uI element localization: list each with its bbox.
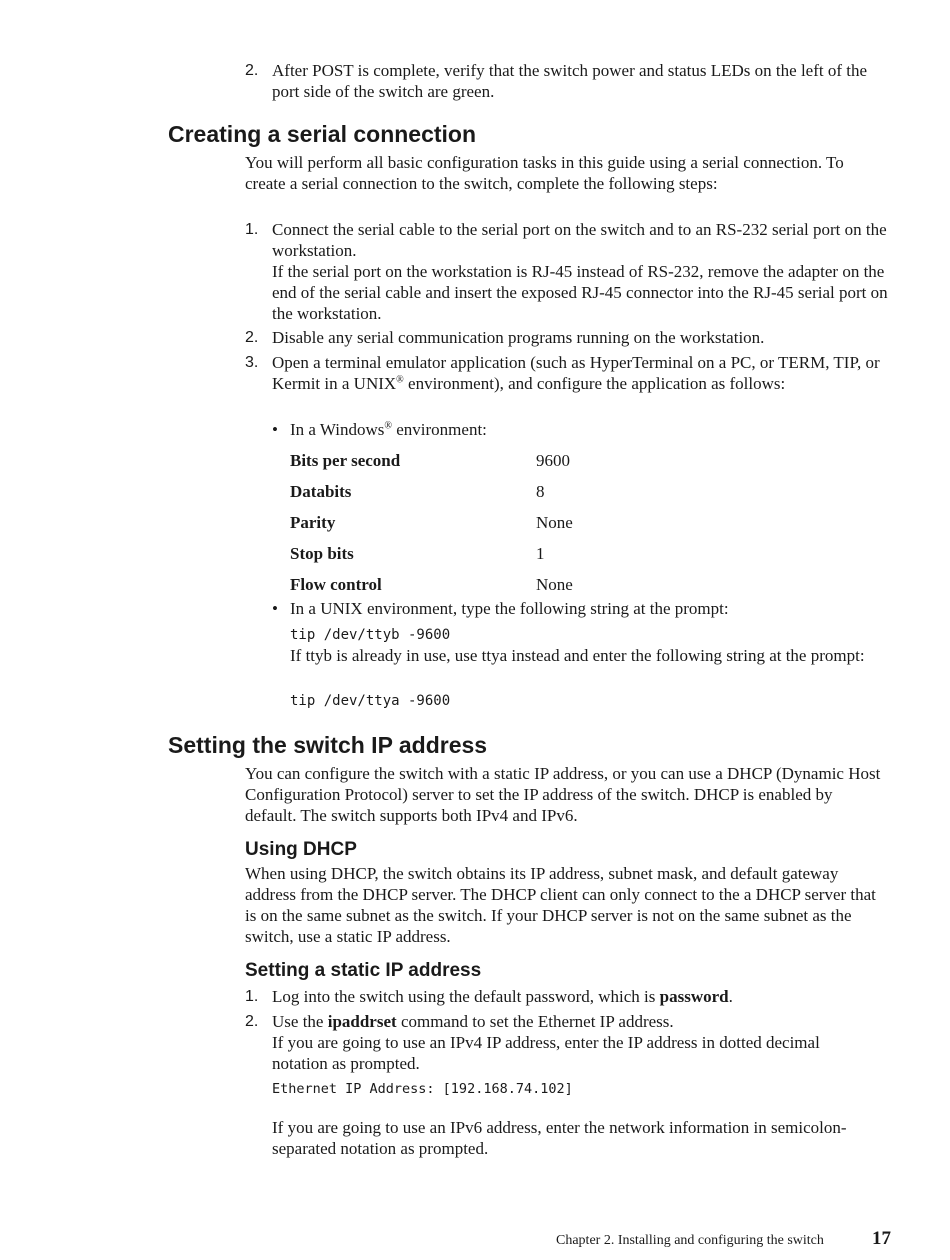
setting-name: Flow control: [290, 575, 382, 594]
subheading-static-ip: Setting a static IP address: [245, 960, 482, 981]
setting-value: 1: [536, 544, 545, 563]
unix-bullet: [272, 598, 892, 619]
section-heading-serial: Creating a serial connection: [168, 121, 477, 147]
table-row: [290, 450, 573, 481]
serial-step-3: [245, 352, 890, 394]
command-ttya: tip /dev/ttya -9600: [290, 693, 451, 709]
default-password: password: [659, 987, 729, 1006]
setting-name: Stop bits: [290, 544, 354, 563]
step-number: 3.: [245, 354, 259, 371]
setting-name: Parity: [290, 513, 336, 532]
page-number: 17: [872, 1228, 891, 1249]
static-step-2: [245, 1011, 890, 1032]
windows-bullet: [272, 419, 892, 440]
table-row: [290, 543, 573, 574]
serial-step-2: [245, 327, 890, 348]
command-name: ipaddrset: [327, 1012, 397, 1031]
subheading-dhcp: Using DHCP: [245, 839, 357, 860]
ipv4-note: If you are going to use an IPv4 IP address, enter the IP address in dotted decimal notation as prompted.: [272, 1033, 820, 1073]
registered-mark: ®: [384, 420, 392, 432]
step-text: Open a terminal emulator application (such as HyperTerminal on a PC, or TERM, TIP, or Kermit in a UNIX® environment), and configure the application as follows:: [272, 353, 880, 393]
command-ttyb: tip /dev/ttyb -9600: [290, 627, 451, 643]
section-heading-ip: Setting the switch IP address: [168, 732, 488, 758]
step-number: 2.: [245, 329, 259, 346]
table-row: [290, 512, 573, 543]
ipv6-note: If you are going to use an IPv6 address, enter the network information in semicolon-separated notation as prompted.: [272, 1118, 847, 1158]
step-text: Connect the serial cable to the serial port on the switch and to an RS-232 serial port on the workstation.: [272, 220, 887, 260]
bullet-dot: •: [272, 599, 278, 618]
step-text: After POST is complete, verify that the switch power and status LEDs on the left of the port side of the switch are green.: [272, 61, 868, 101]
dhcp-text: When using DHCP, the switch obtains its IP address, subnet mask, and default gateway address from the DHCP server. The DHCP client can only connect to the a DHCP server that is on the same subnet as the switch. If your DHCP server is not on the same subnet as the switch, use a static IP address.: [245, 864, 876, 946]
setting-value: None: [536, 513, 573, 532]
table-row: [290, 481, 573, 512]
step-number: 1.: [245, 221, 259, 238]
step-number: 2.: [245, 1013, 259, 1030]
step-note: If the serial port on the workstation is RJ-45 instead of RS-232, remove the adapter on the end of the serial cable and insert the exposed RJ-45 connector into the RJ-45 serial port on the workstation.: [272, 262, 888, 323]
bullet-text: In a UNIX environment, type the following string at the prompt:: [290, 599, 729, 618]
setting-name: Bits per second: [290, 451, 401, 470]
bullet-dot: •: [272, 420, 278, 439]
setting-value: 8: [536, 482, 545, 501]
post-step: [245, 60, 890, 102]
serial-step-1: [245, 219, 890, 324]
serial-intro: You will perform all basic configuration tasks in this guide using a serial connection. To create a serial connection to the switch, complete the following steps:: [245, 153, 844, 193]
ip-prompt: Ethernet IP Address: [192.168.74.102]: [272, 1081, 573, 1097]
step-text: Log into the switch using the default password, which is password.: [272, 987, 733, 1006]
footer-chapter: Chapter 2. Installing and configuring the switch: [556, 1233, 824, 1248]
setting-name: Databits: [290, 482, 352, 501]
setting-value: 9600: [536, 451, 570, 470]
ip-intro: You can configure the switch with a static IP address, or you can use a DHCP (Dynamic Host Configuration Protocol) server to set the IP address of the switch. DHCP is enabled by default. The switch supports both IPv4 and IPv6.: [245, 764, 881, 825]
step-text: Use the ipaddrset command to set the Ethernet IP address.: [272, 1012, 674, 1031]
step-text: Disable any serial communication programs running on the workstation.: [272, 328, 765, 347]
registered-mark: ®: [396, 374, 404, 386]
bullet-text: In a Windows® environment:: [290, 420, 487, 439]
serial-settings-table: [290, 450, 573, 605]
step-number: 1.: [245, 988, 259, 1005]
setting-value: None: [536, 575, 573, 594]
unix-note: If ttyb is already in use, use ttya instead and enter the following string at the prompt:: [290, 646, 865, 665]
static-step-1: [245, 986, 890, 1007]
step-number: 2.: [245, 62, 259, 79]
